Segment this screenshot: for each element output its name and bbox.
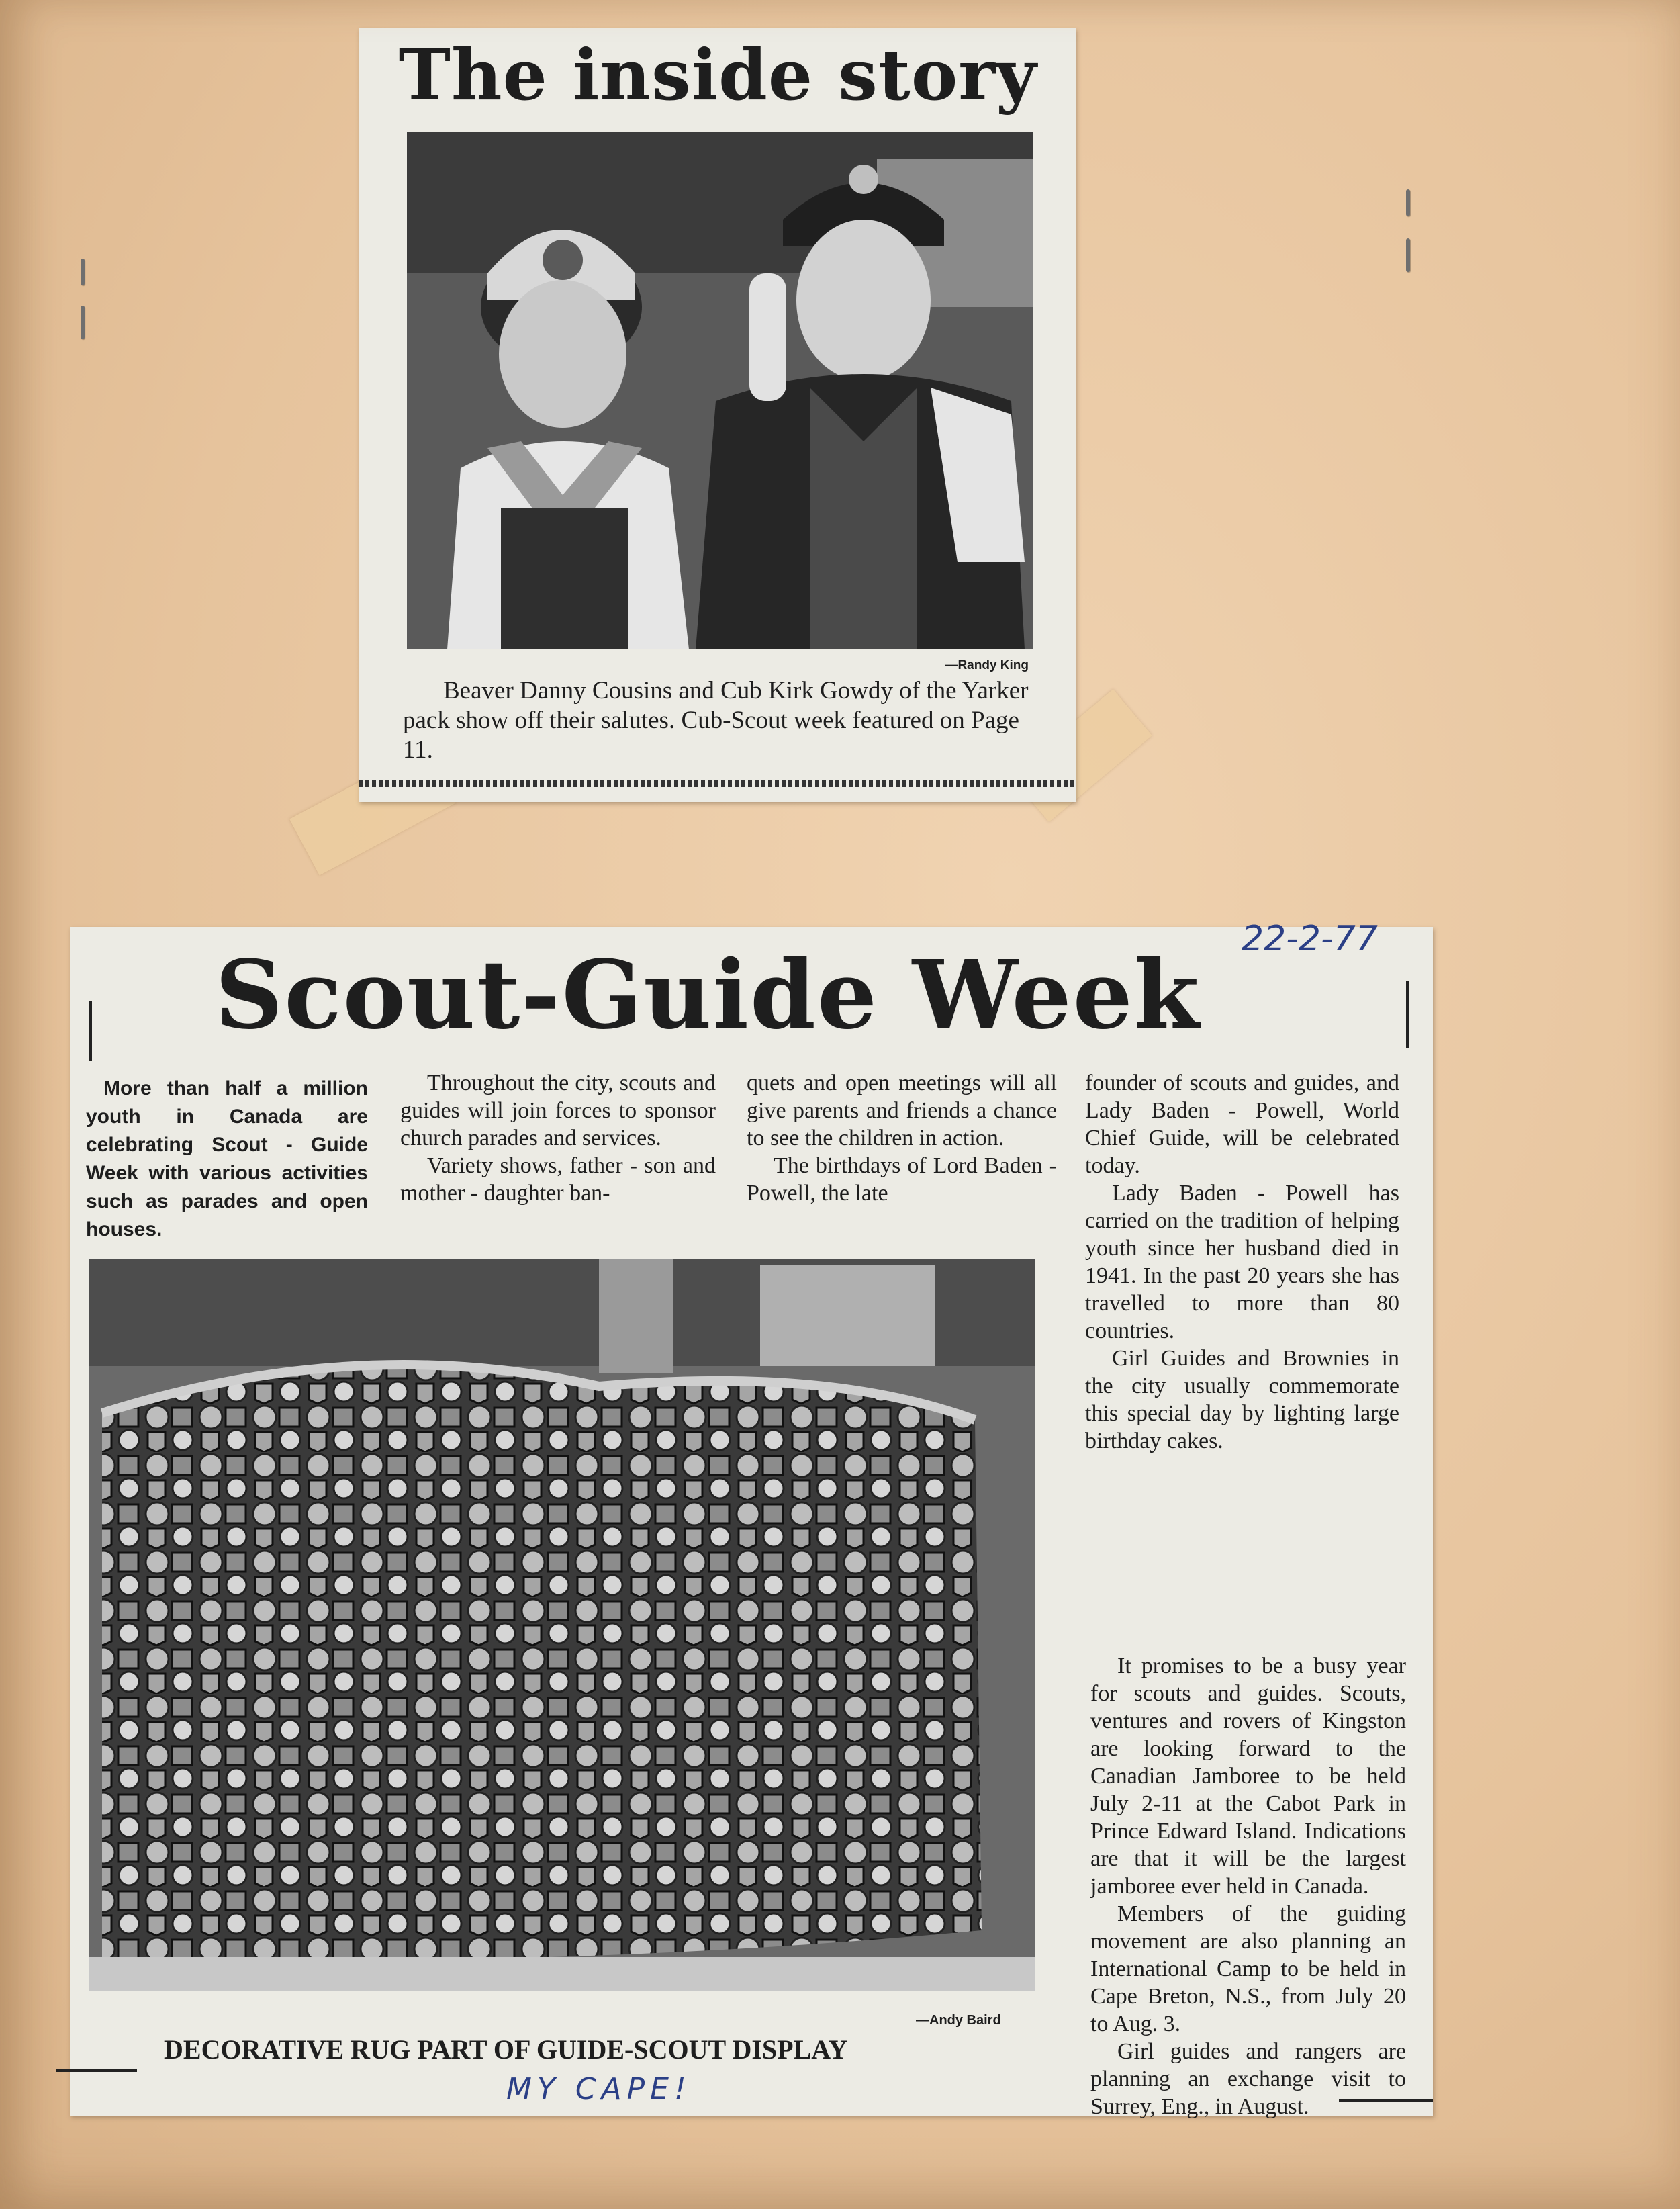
paragraph: Girl Guides and Brownies in the city usually commemorate this special day by lighting large birthday cakes. <box>1085 1346 1399 1453</box>
article-column-2 <box>400 1069 716 1207</box>
paragraph: Girl guides and rangers are planning an exchange visit to Surrey, Eng., in August. <box>1090 2039 1406 2119</box>
photo-credit: —Andy Baird <box>916 2013 1001 2028</box>
paragraph: founder of scouts and guides, and Lady Baden - Powell, World Chief Guide, will be celebrated today. <box>1085 1071 1399 1178</box>
edge-line <box>56 2069 137 2072</box>
handwritten-note: MY CAPE! <box>506 2072 692 2106</box>
clipping-inside-story <box>359 28 1076 802</box>
staple <box>81 306 85 339</box>
photo-caption: Beaver Danny Cousins and Cub Kirk Gowdy of the Yarker pack show off their salutes. Cub-Scout week featured on Page 11. <box>403 677 1029 764</box>
article-column-4 <box>1085 1069 1399 1455</box>
column-marker <box>89 1001 92 1061</box>
paragraph: It promises to be a busy year for scouts and guides. Scouts, ventures and rovers of Kingston are looking forward to the Canadian Jamboree to be held July 2-11 at the Cabot Park in Prince Edward Island. Indications are that it will be the largest jamboree ever held in Canada. <box>1090 1654 1406 1899</box>
article-column-3 <box>747 1069 1057 1207</box>
photo-illustration <box>407 132 1033 649</box>
photo-scouts-saluting <box>407 132 1033 649</box>
clipping-scout-guide-week <box>70 919 1433 2119</box>
edge-line <box>1339 2099 1433 2102</box>
clipping-headline: The inside story <box>398 34 1037 116</box>
article-lead <box>86 1075 368 1244</box>
paragraph: Members of the guiding movement are also planning an International Camp to be held in Cape Breton, N.S., from July 20 to Aug. 3. <box>1090 1901 1406 2036</box>
paragraph: quets and open meetings will all give parents and friends a chance to see the children in action. <box>747 1071 1057 1151</box>
rug-illustration <box>89 1259 1035 1991</box>
staple <box>81 259 85 285</box>
article-column-4-continued <box>1090 1652 1406 2120</box>
photo-decorative-rug <box>89 1259 1035 1991</box>
photo-credit: —Randy King <box>945 658 1029 672</box>
staple <box>1406 238 1410 272</box>
paragraph: Throughout the city, scouts and guides will join forces to sponsor church parades and services. <box>400 1071 716 1151</box>
paragraph: Variety shows, father - son and mother - daughter ban- <box>400 1153 716 1206</box>
lead-paragraph: More than half a million youth in Canada are celebrating Scout - Guide Week with various activities such as parades and open houses. <box>86 1077 368 1241</box>
paragraph: The birthdays of Lord Baden - Powell, the late <box>747 1153 1057 1206</box>
divider-rule <box>359 780 1076 787</box>
handwritten-date: 22-2-77 <box>1242 919 1378 959</box>
paragraph: Lady Baden - Powell has carried on the tradition of helping youth since her husband died in 1941. In the past 20 years she has travelled to more than 80 countries. <box>1085 1181 1399 1343</box>
staple <box>1406 189 1410 216</box>
article-headline: Scout-Guide Week <box>215 940 1201 1050</box>
column-marker <box>1406 981 1409 1048</box>
photo-caption: DECORATIVE RUG PART OF GUIDE-SCOUT DISPLAY <box>164 2034 848 2065</box>
